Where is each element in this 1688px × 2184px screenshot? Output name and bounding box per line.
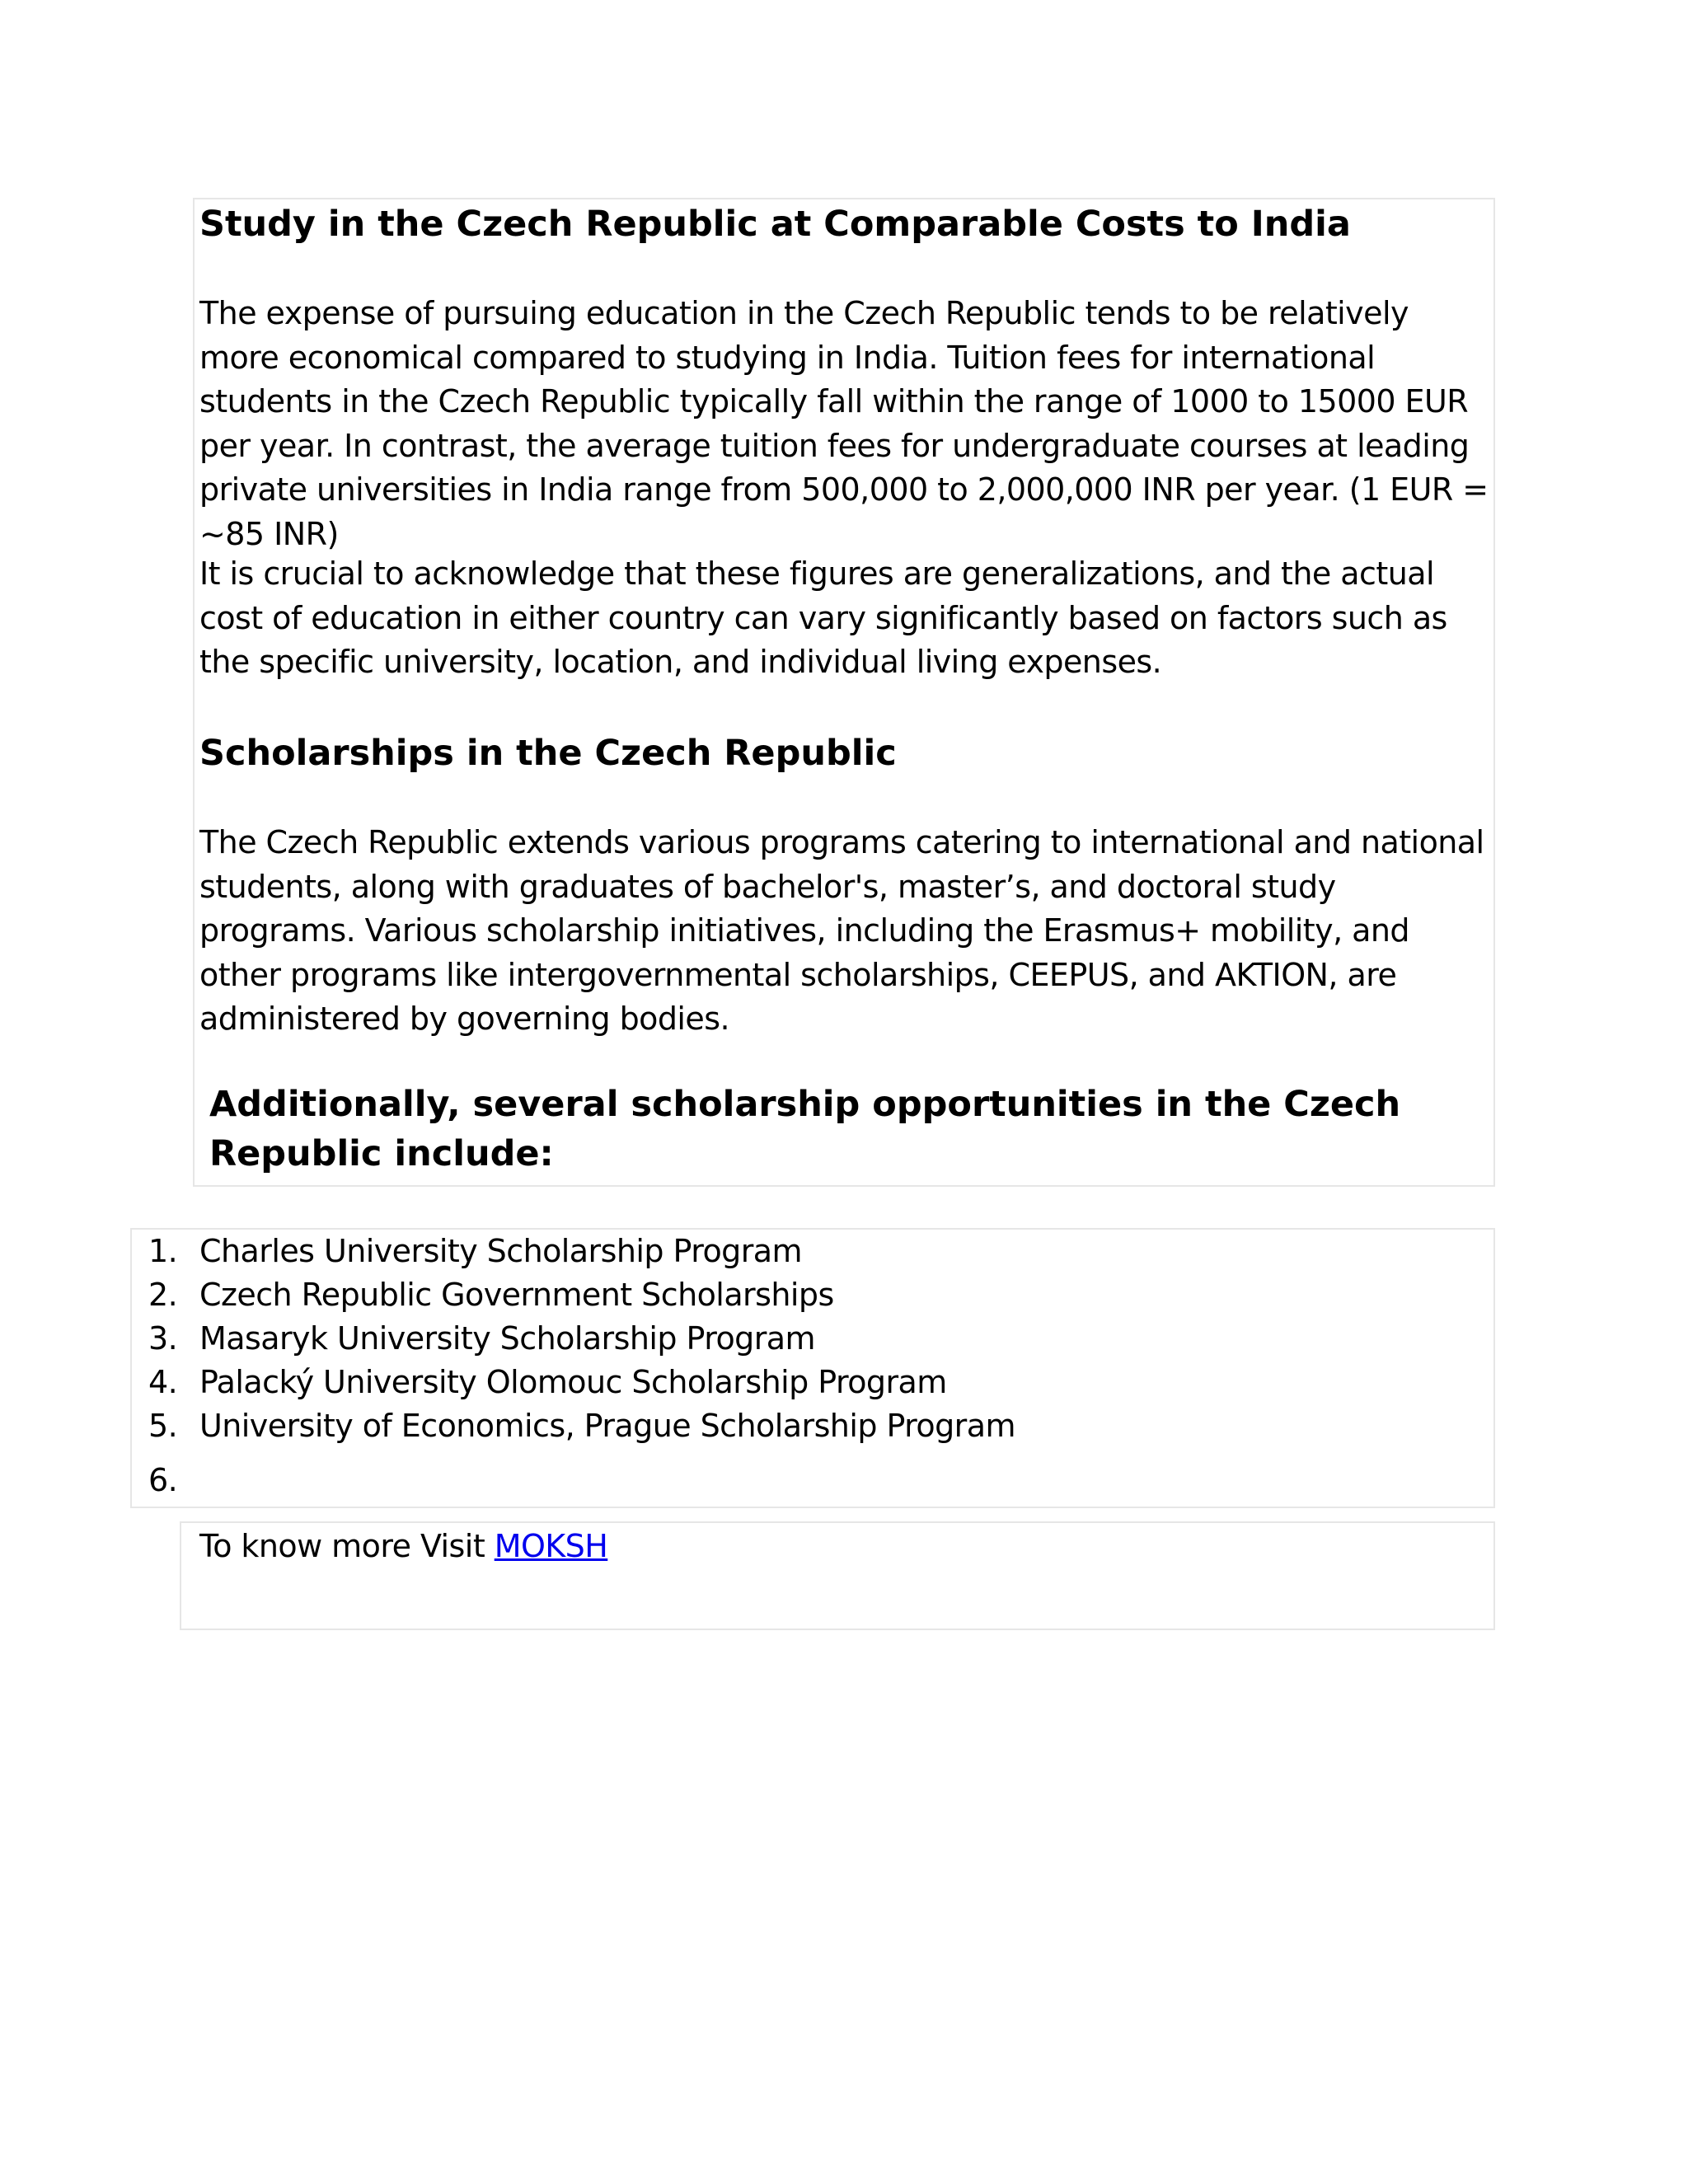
list-number: 5. <box>148 1408 178 1444</box>
list-item <box>148 1230 802 1273</box>
list-item-label: Palacký University Olomouc Scholarship Program <box>199 1364 947 1400</box>
list-item-label: Czech Republic Government Scholarships <box>199 1277 834 1313</box>
cost-heading: Study in the Czech Republic at Comparable Costs to India <box>199 204 1351 245</box>
list-item-label: Masaryk University Scholarship Program <box>199 1320 816 1357</box>
list-number: 2. <box>148 1277 178 1313</box>
list-item <box>148 1404 1015 1448</box>
visit-line <box>199 1521 607 1571</box>
list-item <box>148 1273 834 1317</box>
list-item <box>148 1361 947 1404</box>
scholarships-heading: Scholarships in the Czech Republic <box>199 733 897 774</box>
list-number: 1. <box>148 1233 178 1269</box>
list-number: 6. <box>148 1462 178 1498</box>
list-item-label: University of Economics, Prague Scholarship Program <box>199 1408 1015 1444</box>
visit-text: To know more Visit <box>199 1528 495 1564</box>
list-item <box>148 1459 199 1502</box>
scholarships-paragraph: The Czech Republic extends various programs catering to international and national students, along with graduates of bachelor's, master’s, and doctoral study programs. Various scholarship initiatives, including the Erasmus+ mobility, and other programs like intergovernmental scholarships, CEEPUS, and AKTION, are administered by governing bodies. <box>199 824 1484 1037</box>
opportunities-heading: Additionally, several scholarship opportunities in the Czech Republic include: <box>209 1084 1401 1174</box>
disclaimer-paragraph: It is crucial to acknowledge that these figures are generalizations, and the actual cost of education in either country can vary significantly based on factors such as the specific university, location, and individual living expenses. <box>199 555 1447 680</box>
list-number: 3. <box>148 1320 178 1357</box>
list-item <box>148 1317 815 1361</box>
moksh-link[interactable]: MOKSH <box>494 1528 608 1564</box>
list-number: 4. <box>148 1364 178 1400</box>
list-item-label: Charles University Scholarship Program <box>199 1233 802 1269</box>
cost-paragraph: The expense of pursuing education in the Czech Republic tends to be relatively more economical compared to studying in India. Tuition fees for international students in the Czech Republic typically fall within the range of 1000 to 15000 EUR per year. In contrast, the average tuition fees for undergraduate courses at leading private universities in India range from 500,000 to 2,000,000 INR per year. (1 EUR = ~85 INR) <box>199 295 1489 552</box>
